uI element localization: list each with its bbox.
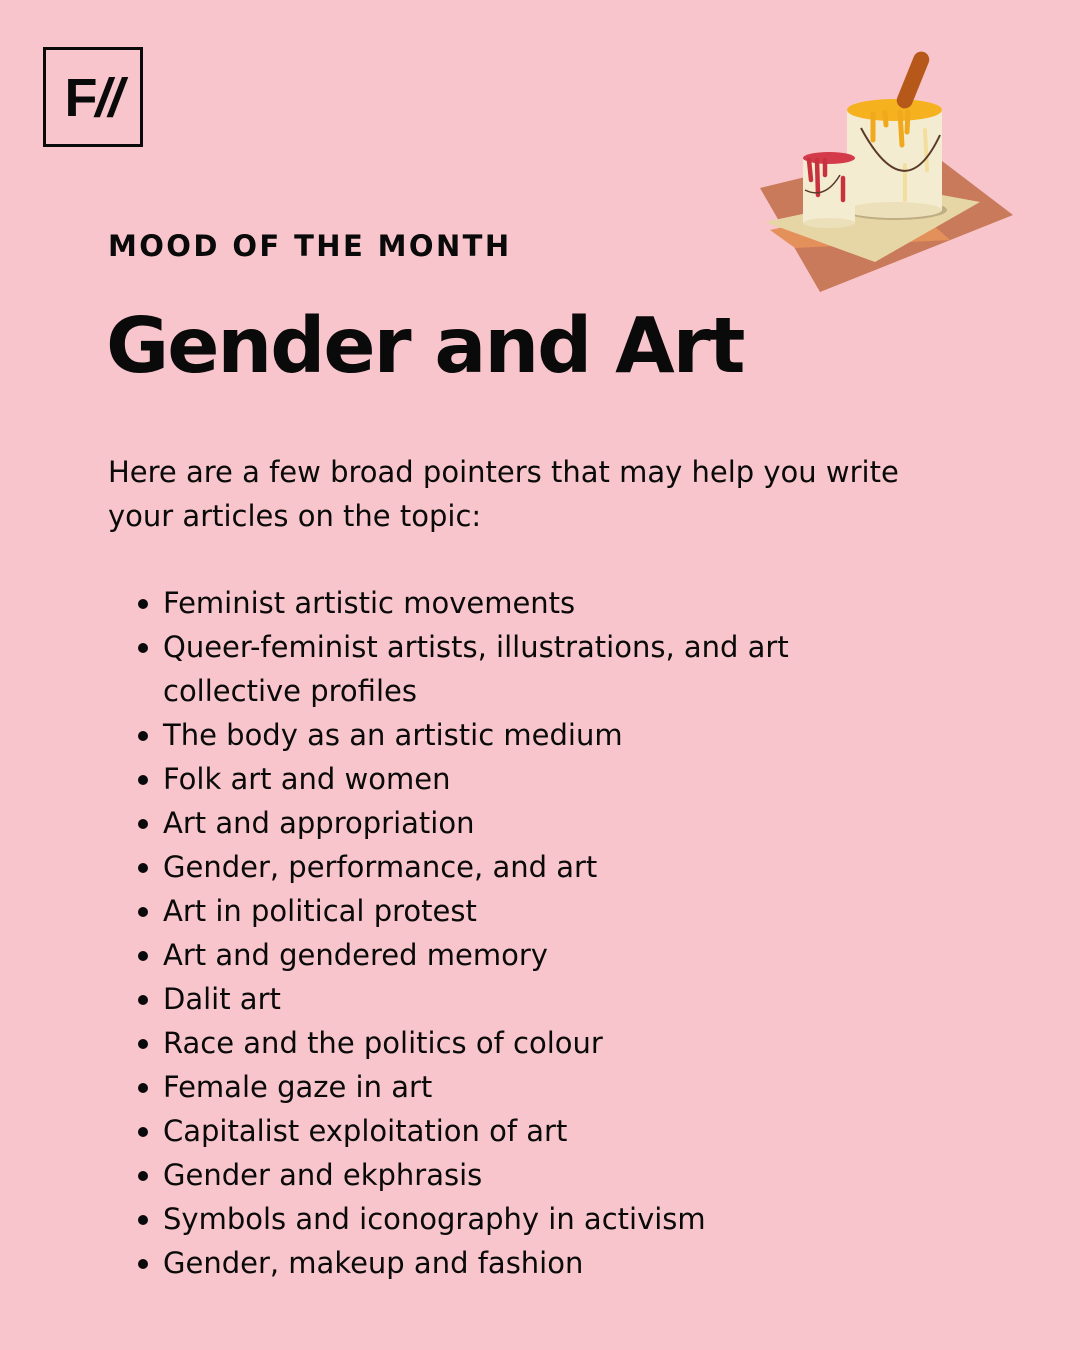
list-item [135, 845, 935, 889]
pointers-list [135, 581, 935, 1285]
list-item [135, 1065, 935, 1109]
bullet-icon [138, 907, 148, 917]
bullet-icon [138, 995, 148, 1005]
list-item-label: Art and gendered memory [163, 938, 548, 972]
bullet-icon [138, 863, 148, 873]
bullet-icon [138, 1215, 148, 1225]
list-item-label: Race and the politics of colour [163, 1026, 603, 1060]
list-item [135, 581, 935, 625]
intro-text: Here are a few broad pointers that may help you write your articles on the topic: [108, 455, 899, 533]
bullet-icon [138, 1259, 148, 1269]
logo-icon: F// [64, 68, 122, 128]
list-item-label: Dalit art [163, 982, 281, 1016]
list-item-label: Gender and ekphrasis [163, 1158, 483, 1192]
bullet-icon [138, 1039, 148, 1049]
list-item-label: The body as an artistic medium [163, 718, 623, 752]
list-item [135, 933, 935, 977]
list-item [135, 801, 935, 845]
list-item [135, 1197, 935, 1241]
list-item [135, 1021, 935, 1065]
list-item [135, 625, 935, 713]
brand-logo [43, 47, 143, 147]
list-item-label: Gender, performance, and art [163, 850, 598, 884]
list-item [135, 1109, 935, 1153]
bullet-icon [138, 1171, 148, 1181]
section-kicker: MOOD OF THE MONTH [108, 229, 512, 263]
bullet-icon [138, 1083, 148, 1093]
bullet-icon [138, 1127, 148, 1137]
bullet-icon [138, 731, 148, 741]
page-title: Gender and Art [106, 302, 744, 391]
list-item [135, 1153, 935, 1197]
list-item [135, 977, 935, 1021]
list-item-label: Feminist artistic movements [163, 586, 576, 620]
list-item [135, 1241, 935, 1285]
list-item [135, 889, 935, 933]
list-item-label: Art and appropriation [163, 806, 475, 840]
list-item-label: Queer-feminist artists, illustrations, and art collective profiles [163, 630, 789, 708]
list-item-label: Art in political protest [163, 894, 477, 928]
paint-buckets-illustration-icon [755, 50, 1020, 300]
bullet-icon [138, 775, 148, 785]
list-item [135, 713, 935, 757]
list-item-label: Symbols and iconography in activism [163, 1202, 706, 1236]
bullet-icon [138, 951, 148, 961]
bullet-icon [138, 819, 148, 829]
bullet-icon [138, 599, 148, 609]
list-item [135, 757, 935, 801]
list-item-label: Gender, makeup and fashion [163, 1246, 584, 1280]
bullet-icon [138, 643, 148, 653]
list-item-label: Female gaze in art [163, 1070, 433, 1104]
list-item-label: Folk art and women [163, 762, 451, 796]
list-item-label: Capitalist exploitation of art [163, 1114, 568, 1148]
